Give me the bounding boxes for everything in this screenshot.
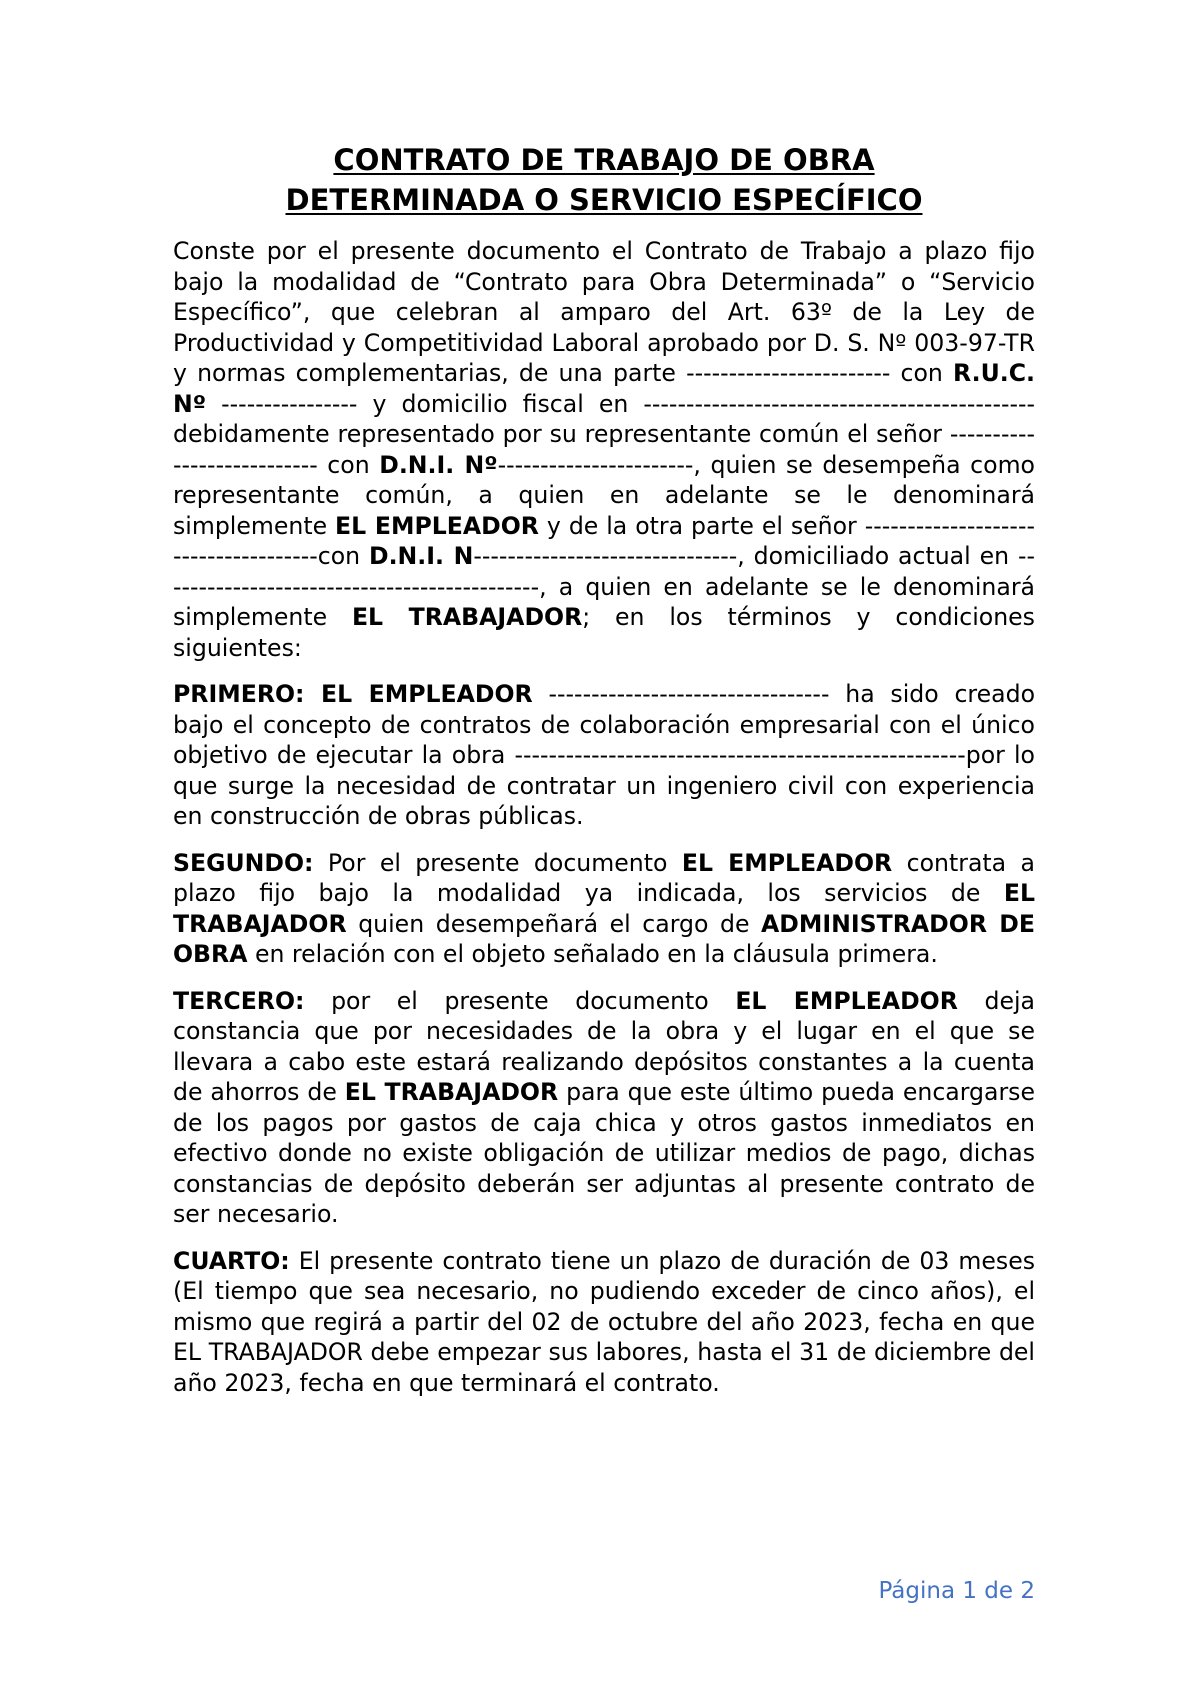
bold-text: R.U.C. Nº — [173, 359, 1035, 418]
clause-segundo — [173, 848, 1035, 970]
text-run: El presente contrato tiene un plazo de duración de 03 meses (El tiempo que sea necesario, no pudiendo exceder de cinco años), el mismo que regirá a partir del 02 de octubre del año 2023, fecha en que EL TRABAJADOR debe empezar sus labores, hasta el 31 de diciembre del año 2023, fecha en que terminará el contrato. — [173, 1246, 1035, 1397]
clause-tercero — [173, 986, 1035, 1230]
title-line-1: CONTRATO DE TRABAJO DE OBRA — [333, 143, 875, 177]
text-run: -------------------------------, domiciliado actual en ---------------------------------------------, a quien en adelante se le denominará simplemente — [173, 542, 1035, 631]
text-run: para que este último pueda encargarse de los pagos por gastos de caja chica y otros gastos inmediatos en efectivo donde no existe obligación de utilizar medios de pago, dichas constancias de depósito deberán ser adjuntas al presente contrato de ser necesario. — [173, 1078, 1035, 1228]
clause-primero — [173, 679, 1035, 832]
bold-text: TERCERO: — [173, 986, 305, 1015]
bold-text: EL EMPLEADOR — [335, 511, 539, 540]
clause-cuarto — [173, 1246, 1035, 1399]
text-run: y de la otra parte el señor -------------------------------------con — [173, 511, 1035, 570]
bold-text: D.N.I. N — [369, 542, 474, 570]
text-run: ; en los términos y condiciones siguientes: — [173, 603, 1035, 662]
text-run: ---------------- y domicilio fiscal en ----------------------------------------------debidamente representado por su representante común el señor --------------------------- con — [173, 389, 1036, 479]
bold-text: SEGUNDO: — [173, 848, 314, 877]
text-run: Por el presente documento — [313, 848, 682, 877]
intro-paragraph — [173, 236, 1035, 663]
bold-text: EL TRABAJADOR — [344, 1078, 559, 1106]
text-run: -----------------------, quien se desempeña como representante común, a quien en adelante se le denominará simplemente — [173, 450, 1035, 540]
bold-text: EL EMPLEADOR — [735, 986, 958, 1015]
text-run: en relación con el objeto señalado en la cláusula primera. — [247, 940, 938, 968]
text-run: Conste por el presente documento el Contrato de Trabajo a plazo fijo bajo la modalidad de “Contrato para Obra Determinada” o “Servicio Específico”, que celebran al amparo del Art. 63º de la Ley de Productividad y Competitividad Laboral aprobado por D. S. Nº 003-97-TR y normas complementarias, de una parte ------------------------ con — [173, 237, 1035, 387]
document-page — [173, 140, 1035, 1414]
text-run: deja constancia que por necesidades de la obra y el lugar en el que se llevara a cabo este estará realizando depósitos constantes a la cuenta de ahorros de — [173, 986, 1035, 1106]
document-title — [173, 140, 1035, 220]
bold-text: EL TRABAJADOR — [351, 603, 583, 631]
text-run: contrata a plazo fijo bajo la modalidad ya indicada, los servicios de — [173, 848, 1035, 907]
bold-text: D.N.I. Nº — [379, 450, 498, 479]
bold-text: PRIMERO: EL EMPLEADOR — [173, 680, 533, 708]
text-run: --------------------------------- ha sido creado bajo el concepto de contratos de colaboración empresarial con el único objetivo de ejecutar la obra -----------------------------------------------------por lo que surge la necesidad de contratar un ingeniero civil con experiencia en construcción de obras públicas. — [173, 680, 1035, 830]
bold-text: EL TRABAJADOR — [173, 879, 1035, 938]
page-number: Página 1 de 2 — [878, 1578, 1035, 1604]
text-run: quien desempeñará el cargo de — [346, 909, 762, 938]
bold-text: CUARTO: — [173, 1246, 290, 1275]
bold-text: ADMINISTRADOR DE OBRA — [173, 909, 1035, 968]
text-run: por el presente documento — [304, 986, 736, 1015]
title-line-2: DETERMINADA O SERVICIO ESPECÍFICO — [285, 183, 923, 217]
bold-text: EL EMPLEADOR — [681, 848, 893, 877]
